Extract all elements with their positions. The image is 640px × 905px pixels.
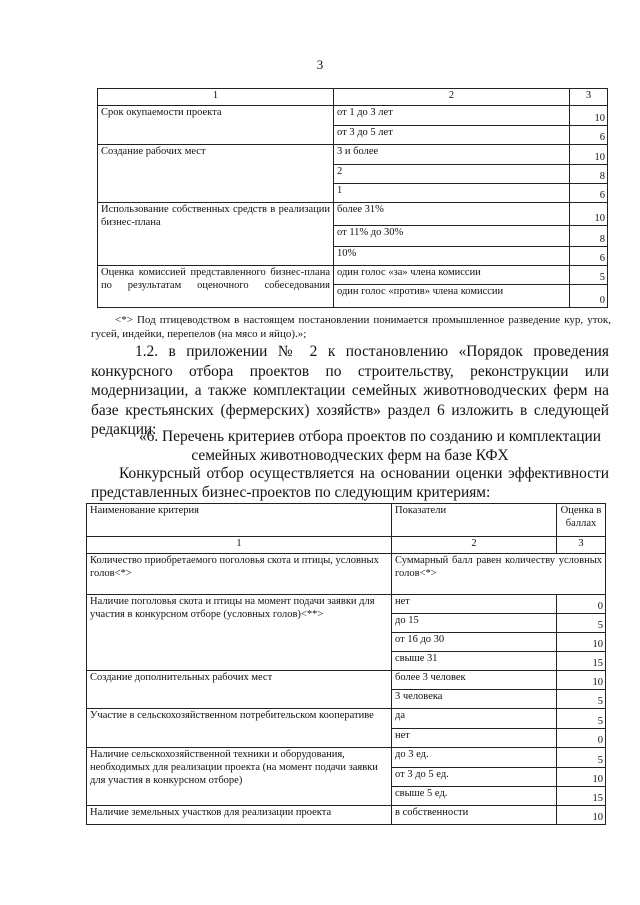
score-cell: 5 xyxy=(557,709,606,729)
criteria-table-continued xyxy=(97,88,608,308)
table-row xyxy=(98,266,608,285)
indicator-cell: 10% xyxy=(334,247,570,266)
criterion-cell: Наличие поголовья скота и птицы на момент подачи заявки для участия в конкурсном отборе (условных голов)<**> xyxy=(87,595,392,671)
column-number-row xyxy=(98,89,608,106)
indicator-cell: более 3 человек xyxy=(392,671,557,690)
criterion-cell: Создание рабочих мест xyxy=(98,145,334,203)
selection-criteria-table xyxy=(86,503,606,825)
score-cell: 10 xyxy=(570,106,608,126)
col-number-2: 2 xyxy=(334,89,570,106)
col-number-3: 3 xyxy=(570,89,608,106)
score-cell: 10 xyxy=(557,806,606,825)
criterion-cell: Оценка комиссией представленного бизнес-плана по результатам оценочного собеседования xyxy=(98,266,334,308)
indicator-cell: 3 и более xyxy=(334,145,570,165)
amendment-paragraph: 1.2. в приложении № 2 к постановлению «Порядок проведения конкурсного отбора проектов по строительству, реконструкции или модернизации, а также комплектации семейных животноводческих ферм на базе крестьянских (фермерских) хозяйств» раздел 6 изложить в следующей редакции: xyxy=(91,343,609,438)
table-row xyxy=(87,806,606,825)
indicator-cell: до 15 xyxy=(392,614,557,633)
score-cell: 10 xyxy=(557,633,606,652)
criterion-cell: Наличие сельскохозяйственной техники и оборудования, необходимых для реализации проекта (на момент подачи заявки для участия в конкурсном отборе) xyxy=(87,748,392,806)
score-cell: 6 xyxy=(570,126,608,145)
criterion-cell: Участие в сельскохозяйственном потребительском кооперативе xyxy=(87,709,392,748)
header-indicators: Показатели xyxy=(392,504,557,537)
score-cell: 10 xyxy=(570,145,608,165)
score-cell: 5 xyxy=(557,690,606,709)
score-cell: 10 xyxy=(570,203,608,226)
header-criterion: Наименование критерия xyxy=(87,504,392,537)
table-row xyxy=(87,709,606,729)
score-cell: 5 xyxy=(557,614,606,633)
header-score: Оценка в баллах xyxy=(557,504,606,537)
score-cell: 10 xyxy=(557,671,606,690)
score-cell: 5 xyxy=(570,266,608,285)
column-number-row xyxy=(87,537,606,554)
criterion-cell: Срок окупаемости проекта xyxy=(98,106,334,145)
page-number: 3 xyxy=(316,57,324,72)
table-row xyxy=(98,106,608,126)
indicator-cell: свыше 31 xyxy=(392,652,557,671)
indicator-cell: в собственности xyxy=(392,806,557,825)
score-cell: 0 xyxy=(557,729,606,748)
indicator-cell: один голос «против» члена комиссии xyxy=(334,285,570,308)
indicator-cell: один голос «за» члена комиссии xyxy=(334,266,570,285)
section-title: «6. Перечень критериев отбора проектов по созданию и комплектации семейных животноводческих ферм на базе КФХ xyxy=(138,428,602,464)
score-cell: 0 xyxy=(557,595,606,614)
indicator-cell: нет xyxy=(392,729,557,748)
indicator-cell: до 3 ед. xyxy=(392,748,557,768)
criterion-cell: Использование собственных средств в реализации бизнес-плана xyxy=(98,203,334,266)
footnote: <*> Под птицеводством в настоящем постановлении понимается промышленное разведение кур, уток, гусей, индейки, перепелов (на мясо и яйцо).»; xyxy=(91,314,611,340)
indicator-cell: от 16 до 30 xyxy=(392,633,557,652)
col-number-3: 3 xyxy=(557,537,606,554)
col-number-1: 1 xyxy=(87,537,392,554)
criterion-cell: Создание дополнительных рабочих мест xyxy=(87,671,392,709)
indicator-cell: более 31% xyxy=(334,203,570,226)
indicator-cell: нет xyxy=(392,595,557,614)
indicator-cell: от 1 до 3 лет xyxy=(334,106,570,126)
indicator-cell: Суммарный балл равен количеству условных голов<*> xyxy=(392,554,606,595)
table-header-row xyxy=(87,504,606,537)
score-cell: 6 xyxy=(570,184,608,203)
indicator-cell: от 11% до 30% xyxy=(334,226,570,247)
score-cell: 6 xyxy=(570,247,608,266)
indicator-cell: от 3 до 5 лет xyxy=(334,126,570,145)
criterion-cell: Наличие земельных участков для реализации проекта xyxy=(87,806,392,825)
indicator-cell: 1 xyxy=(334,184,570,203)
table-row xyxy=(87,671,606,690)
col-number-2: 2 xyxy=(392,537,557,554)
indicator-cell: от 3 до 5 ед. xyxy=(392,768,557,787)
intro-paragraph: Конкурсный отбор осуществляется на основании оценки эффективности представленных бизнес-проектов по следующим критериям: xyxy=(91,465,609,501)
score-cell: 15 xyxy=(557,652,606,671)
score-cell: 5 xyxy=(557,748,606,768)
table-row xyxy=(98,145,608,165)
table-row xyxy=(87,748,606,768)
table-row xyxy=(87,554,606,595)
indicator-cell: 2 xyxy=(334,165,570,184)
criterion-cell: Количество приобретаемого поголовья скота и птицы, условных голов<*> xyxy=(87,554,392,595)
indicator-cell: да xyxy=(392,709,557,729)
indicator-cell: 3 человека xyxy=(392,690,557,709)
score-cell: 8 xyxy=(570,226,608,247)
indicator-cell: свыше 5 ед. xyxy=(392,787,557,806)
score-cell: 10 xyxy=(557,768,606,787)
table-row xyxy=(98,203,608,226)
col-number-1: 1 xyxy=(98,89,334,106)
score-cell: 15 xyxy=(557,787,606,806)
score-cell: 8 xyxy=(570,165,608,184)
score-cell: 0 xyxy=(570,285,608,308)
table-row xyxy=(87,595,606,614)
